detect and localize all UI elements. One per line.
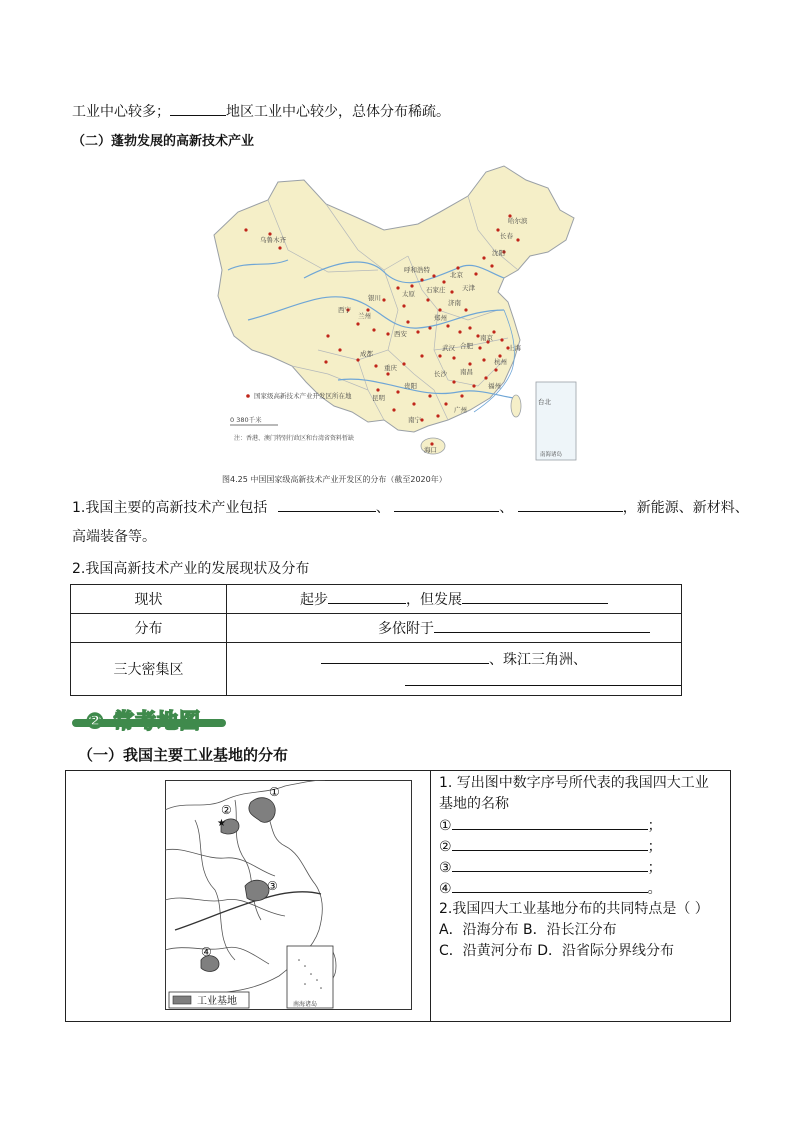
city-label: 西安 <box>394 330 407 338</box>
city-label: 武汉 <box>442 344 455 352</box>
row-content: 、珠江三角洲、 <box>227 643 682 696</box>
fill-blank[interactable] <box>452 815 648 830</box>
city-label: 南京 <box>480 334 493 342</box>
table-row <box>71 643 682 696</box>
city-label: 福州 <box>488 382 501 390</box>
section-title-high-tech: （二）蓬勃发展的高新技术产业 <box>72 134 255 149</box>
banner-text: ② 常考地图 <box>86 709 202 733</box>
city-label: 西宁 <box>338 306 351 314</box>
bases-question-1: 1. 写出图中数字序号所代表的我国四大工业 <box>439 775 709 791</box>
fill-blank[interactable] <box>321 649 489 664</box>
row-content: 多依附于 <box>227 614 682 643</box>
section-banner <box>72 708 226 733</box>
city-label: 合肥 <box>460 342 473 350</box>
column-divider <box>430 771 431 1021</box>
question-1 <box>72 497 749 518</box>
options-row-2[interactable]: C．沿黄河分布 D．沿省际分界线分布 <box>439 943 675 959</box>
city-label: 杭州 <box>494 358 507 366</box>
base-label-4: ④ <box>201 945 212 959</box>
city-label: 北京 <box>450 271 463 279</box>
map2-inset-label: 南海诸岛 <box>293 1001 318 1008</box>
city-label: 长沙 <box>434 370 447 378</box>
bases-question-2: 2.我国四大工业基地分布的共同特点是（ ） <box>439 901 709 917</box>
intro-suffix: 地区工业中心较少，总体分布稀疏。 <box>226 104 450 120</box>
table-row <box>71 585 682 614</box>
fill-blank[interactable] <box>452 836 648 851</box>
fill-blank[interactable] <box>503 671 681 686</box>
bases-question-1-line2: 基地的名称 <box>439 796 509 812</box>
city-label: 成都 <box>360 350 373 358</box>
city-label: 哈尔滨 <box>508 217 528 225</box>
city-label: 天津 <box>462 284 475 292</box>
city-label: 南宁 <box>408 416 421 424</box>
fill-blank[interactable] <box>278 497 376 512</box>
city-label: 上海 <box>508 344 521 352</box>
city-label: 济南 <box>448 299 461 307</box>
separator: 、 <box>499 500 514 516</box>
city-label: 郑州 <box>434 314 447 322</box>
map2-legend: 工业基地 <box>197 996 237 1007</box>
answer-row: ② ； <box>439 836 662 858</box>
table-row <box>71 614 682 643</box>
answer-row: ③ ； <box>439 857 662 879</box>
fill-blank[interactable] <box>518 497 623 512</box>
city-label: 石家庄 <box>426 286 446 294</box>
svg-text:★: ★ <box>217 818 226 829</box>
row-label: 分布 <box>71 614 227 643</box>
intro-prefix: 工业中心较多； <box>72 104 170 120</box>
answer-row: ① ； <box>439 815 662 837</box>
city-label: 台北 <box>538 398 551 406</box>
answer-row: ④ 。 <box>439 878 662 900</box>
inset-label: 南海诸岛 <box>540 452 563 458</box>
base-label-3: ③ <box>267 879 278 893</box>
separator: 、 <box>375 500 390 516</box>
china-high-tech-map <box>208 160 584 465</box>
fill-blank[interactable] <box>462 589 608 604</box>
q1-line2: 高端装备等。 <box>72 529 156 545</box>
q1-tail: ，新能源、新材料、 <box>622 500 749 516</box>
fill-blank[interactable] <box>170 101 226 116</box>
city-label: 贵阳 <box>404 382 417 390</box>
base-label-1: ① <box>269 785 280 799</box>
city-label: 广州 <box>454 406 467 414</box>
city-label: 海口 <box>424 446 437 454</box>
city-label: 银川 <box>368 294 381 302</box>
fill-blank[interactable] <box>452 857 648 872</box>
city-label: 乌鲁木齐 <box>260 236 286 244</box>
industrial-bases-box <box>65 770 731 1022</box>
city-label: 长春 <box>500 232 513 240</box>
city-label: 南昌 <box>460 368 473 376</box>
row-content: 起步 ，但发展 <box>227 585 682 614</box>
row-label: 三大密集区 <box>71 643 227 696</box>
fill-blank[interactable] <box>452 878 648 893</box>
city-label: 太原 <box>402 290 415 298</box>
options-row-1[interactable]: A．沿海分布 B．沿长江分布 <box>439 922 617 938</box>
map-scale: 0 380千米 <box>230 416 262 424</box>
fill-blank[interactable] <box>394 497 499 512</box>
city-label: 呼和浩特 <box>404 266 430 274</box>
fill-blank[interactable] <box>405 671 503 686</box>
base-label-2: ② <box>221 803 232 817</box>
map-note: 注：香港、澳门特别行政区和台湾省资料暂缺 <box>234 435 355 442</box>
figure-caption: 图4.25 中国国家级高新技术产业开发区的分布（截至2020年） <box>222 475 447 484</box>
industrial-bases-map <box>165 780 412 1010</box>
intro-line <box>72 101 450 122</box>
development-table <box>70 584 682 696</box>
fill-blank[interactable] <box>434 618 650 633</box>
section-title-bases: （一）我国主要工业基地的分布 <box>78 746 289 764</box>
city-label: 重庆 <box>384 364 397 372</box>
city-label: 昆明 <box>372 394 385 402</box>
q1-text: 1.我国主要的高新技术产业包括 <box>72 500 268 516</box>
city-label: 兰州 <box>358 312 371 320</box>
map-legend: 国家级高新技术产业开发区所在地 <box>254 392 352 400</box>
row-label: 现状 <box>71 585 227 614</box>
question-2: 2.我国高新技术产业的发展现状及分布 <box>72 561 310 577</box>
city-label: 沈阳 <box>492 249 505 257</box>
fill-blank[interactable] <box>328 589 406 604</box>
